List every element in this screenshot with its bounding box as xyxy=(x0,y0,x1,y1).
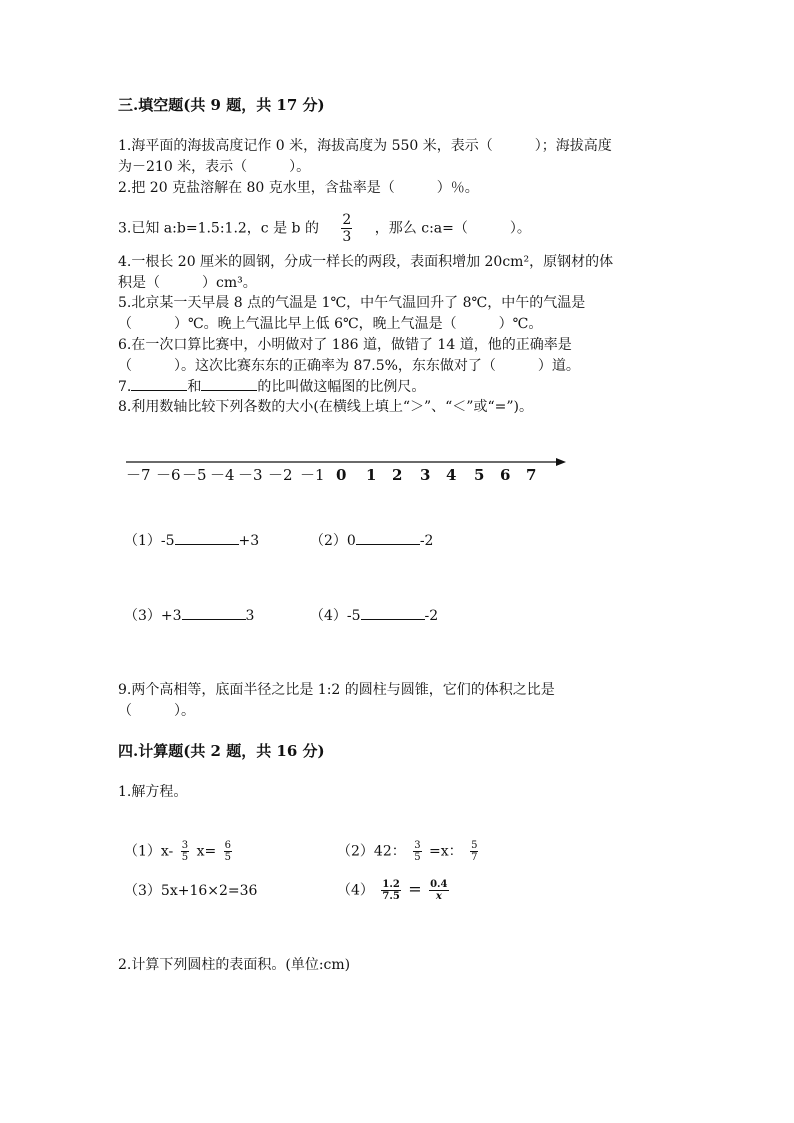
q8-item-2-label: （2）0 xyxy=(310,533,356,549)
eq1-f2-num: 6 xyxy=(224,840,232,851)
q3 xyxy=(118,212,531,245)
q7-blank-2[interactable] xyxy=(201,376,257,391)
number-line-label: 6 xyxy=(500,466,511,484)
q9-line1: 9.两个高相等，底面半径之比是 1:2 的圆柱与圆锥，它们的体积之比是 xyxy=(118,682,555,698)
equation-4 xyxy=(337,879,452,902)
section-3-heading: 三.填空题(共 9 题，共 17 分) xyxy=(118,96,325,114)
eq2-pre: （2）42： xyxy=(337,843,406,860)
eq4-fraction-1 xyxy=(381,879,400,902)
eq4-f2-den: x xyxy=(435,891,442,902)
equation-3: （3）5x+16×2=36 xyxy=(124,883,258,899)
calc-q2: 2.计算下列圆柱的表面积。(单位:cm) xyxy=(118,957,351,973)
q8-item-4-blank[interactable] xyxy=(361,605,425,620)
q3-frac-num: 2 xyxy=(342,212,352,228)
q8-item-1-label: （1）-5 xyxy=(124,533,175,549)
q4-line1: 4.一根长 20 厘米的圆钢，分成一样长的两段，表面积增加 20cm²，原钢材的体 xyxy=(118,254,614,270)
q6-line2: （ ）。这次比赛东东的正确率为 87.5%，东东做对了（ ）道。 xyxy=(118,358,580,374)
q5-line1: 5.北京某一天早晨 8 点的气温是 1℃，中午气温回升了 8℃，中午的气温是 xyxy=(118,295,586,311)
q6-line1: 6.在一次口算比赛中，小明做对了 186 道，做错了 14 道，他的正确率是 xyxy=(118,337,572,353)
eq1-pre: （1）x- xyxy=(124,843,174,860)
q1-line2: 为－210 米，表示（ ）。 xyxy=(118,159,311,175)
number-line-label: －5 xyxy=(182,466,207,484)
number-line-label: 7 xyxy=(526,466,537,484)
q8-item-3-blank[interactable] xyxy=(182,605,246,620)
q1-line1: 1.海平面的海拔高度记作 0 米，海拔高度为 550 米，表示（ ）；海拔高度 xyxy=(118,138,612,154)
q8-item-3 xyxy=(124,605,254,626)
equation-2 xyxy=(337,840,481,863)
q8-item-1-blank[interactable] xyxy=(175,530,239,545)
eq1-f1-den: 5 xyxy=(181,852,189,863)
eq2-fraction-2 xyxy=(470,840,478,863)
q3-frac-den: 3 xyxy=(342,229,352,245)
eq4-equals: = xyxy=(408,879,422,899)
q3-post: ，那么 c:a=（ ）。 xyxy=(374,220,531,237)
q8-item-1 xyxy=(124,530,259,551)
q8-item-2 xyxy=(310,530,433,551)
eq2-f1-den: 5 xyxy=(414,852,421,863)
number-line-label: 5 xyxy=(474,466,485,484)
eq1-fraction-1 xyxy=(181,840,189,863)
number-line-label: 3 xyxy=(420,466,431,484)
q3-pre: 3.已知 a:b=1.5:1.2，c 是 b 的 xyxy=(118,220,319,237)
eq2-f2-num: 5 xyxy=(471,840,478,851)
q8-item-3-after: 3 xyxy=(245,608,255,624)
eq2-fraction-1 xyxy=(413,840,421,863)
number-line-label: －1 xyxy=(300,466,325,484)
number-line-label: －3 xyxy=(238,466,263,484)
number-line xyxy=(124,450,574,490)
q7-post: 的比叫做这幅图的比例尺。 xyxy=(257,379,426,395)
q8-item-4-label: （4）-5 xyxy=(310,608,361,624)
eq1-f1-num: 3 xyxy=(181,840,189,851)
number-line-label: －4 xyxy=(210,466,235,484)
q5-line2: （ ）℃。晚上气温比早上低 6℃，晚上气温是（ ）℃。 xyxy=(118,316,543,332)
q7-mid: 和 xyxy=(187,379,202,395)
q8-item-2-blank[interactable] xyxy=(356,530,420,545)
eq4-pre: （4） xyxy=(337,882,374,899)
eq4-f2-num: 0.4 xyxy=(430,879,448,890)
q8-item-3-label: （3）+3 xyxy=(124,608,182,624)
q8-item-4-after: -2 xyxy=(424,608,439,624)
q8-item-2-after: -2 xyxy=(419,533,434,549)
q7 xyxy=(118,376,425,397)
q8: 8.利用数轴比较下列各数的大小(在横线上填上“＞”、“＜”或“=”)。 xyxy=(118,399,533,415)
eq1-f2-den: 5 xyxy=(224,852,232,863)
number-line-label: 2 xyxy=(392,466,403,484)
section-4-heading: 四.计算题(共 2 题，共 16 分) xyxy=(118,742,325,760)
number-line-label: 0 xyxy=(336,466,347,484)
number-line-arrow-icon xyxy=(556,458,566,466)
q8-item-4 xyxy=(310,605,438,626)
q7-blank-1[interactable] xyxy=(131,376,187,391)
eq4-f1-num: 1.2 xyxy=(382,879,400,890)
eq1-mid: x= xyxy=(196,843,217,860)
q8-item-1-after: +3 xyxy=(238,533,260,549)
eq2-f1-num: 3 xyxy=(414,840,421,851)
equation-1 xyxy=(124,840,235,863)
calc-q1: 1.解方程。 xyxy=(118,784,188,800)
number-line-label: 4 xyxy=(446,466,457,484)
number-line-label: －2 xyxy=(268,466,293,484)
eq4-fraction-2 xyxy=(429,879,448,902)
eq2-f2-den: 7 xyxy=(471,852,478,863)
number-line-label: 1 xyxy=(366,466,377,484)
q7-pre: 7. xyxy=(118,379,132,395)
eq4-f1-den: 7.5 xyxy=(382,891,400,902)
q9-line2: （ ）。 xyxy=(118,703,195,719)
q4-line2: 积是（ ）cm³。 xyxy=(118,275,257,291)
number-line-label: －7 xyxy=(126,466,151,484)
q3-fraction xyxy=(341,212,352,245)
q2: 2.把 20 克盐溶解在 80 克水里，含盐率是（ ）％。 xyxy=(118,180,479,196)
eq1-fraction-2 xyxy=(224,840,232,863)
number-line-label: －6 xyxy=(156,466,181,484)
eq2-mid: =x： xyxy=(429,843,463,860)
